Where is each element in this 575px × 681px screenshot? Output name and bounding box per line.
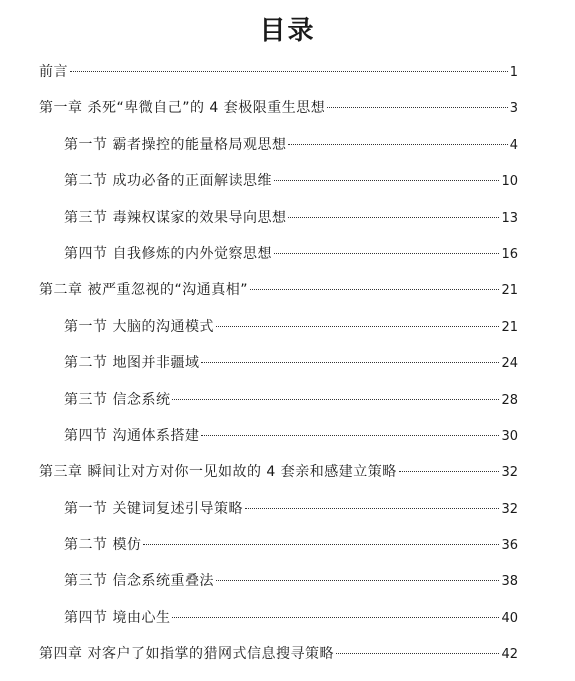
toc-entry-label: 第二节 成功必备的正面解读思维 <box>64 173 272 190</box>
dot-leader <box>201 362 499 363</box>
dot-leader <box>336 653 500 654</box>
toc-entry-page: 3 <box>509 101 518 117</box>
toc-entry-ch1-sec4[interactable] <box>0 244 575 280</box>
toc-entry-chapter-2[interactable] <box>0 280 575 316</box>
toc-entry-page: 1 <box>509 65 518 80</box>
toc-entry-page: 30 <box>501 428 518 444</box>
toc-entry-label: 第三节 信念系统 <box>64 391 171 408</box>
toc-entry-page: 32 <box>501 465 518 481</box>
toc-entry-ch3-sec1[interactable] <box>0 499 575 535</box>
toc-entry-label: 第一节 关键词复述引导策略 <box>64 500 243 517</box>
toc-entry-ch2-sec3[interactable] <box>0 390 575 426</box>
toc-entry-ch3-sec3[interactable] <box>0 571 575 607</box>
toc-entry-label: 第三章 瞬间让对方对你一见如故的 4 套亲和感建立策略 <box>39 464 397 481</box>
toc-entry-label: 第四章 对客户了如指掌的猎网式信息搜寻策略 <box>39 646 334 663</box>
toc-entry-page: 38 <box>501 574 518 590</box>
toc-entry-chapter-1[interactable] <box>0 98 575 134</box>
dot-leader <box>70 71 508 72</box>
table-of-contents <box>0 62 575 681</box>
toc-entry-label: 第三节 信念系统重叠法 <box>64 573 214 590</box>
toc-entry-label: 第四节 自我修炼的内外觉察思想 <box>64 245 272 262</box>
toc-entry-ch3-sec4[interactable] <box>0 608 575 644</box>
toc-entry-chapter-4[interactable] <box>0 644 575 680</box>
toc-entry-ch1-sec2[interactable] <box>0 171 575 207</box>
dot-leader <box>250 289 499 290</box>
toc-entry-page: 21 <box>501 319 518 335</box>
toc-entry-page: 42 <box>501 647 518 663</box>
toc-entry-page: 36 <box>501 538 518 554</box>
toc-entry-label: 第二章 被严重忽视的“沟通真相” <box>39 282 248 299</box>
toc-entry-chapter-3[interactable] <box>0 462 575 498</box>
toc-entry-label: 第三节 毒辣权谋家的效果导向思想 <box>64 209 287 226</box>
toc-entry-page: 24 <box>501 356 518 372</box>
dot-leader <box>216 580 500 581</box>
toc-entry-preface[interactable] <box>0 62 575 98</box>
dot-leader <box>288 217 499 218</box>
toc-entry-ch2-sec2[interactable] <box>0 353 575 389</box>
dot-leader <box>288 144 507 145</box>
toc-entry-label: 第一节 大脑的沟通模式 <box>64 318 214 335</box>
toc-entry-label: 第四节 沟通体系搭建 <box>64 427 200 444</box>
dot-leader <box>143 544 499 545</box>
toc-entry-label: 第四节 境由心生 <box>64 609 171 626</box>
toc-entry-page: 10 <box>501 174 518 190</box>
toc-entry-ch1-sec3[interactable] <box>0 208 575 244</box>
toc-entry-page: 4 <box>509 137 518 153</box>
toc-entry-label: 前言 <box>39 64 68 80</box>
dot-leader <box>274 180 500 181</box>
toc-entry-page: 21 <box>501 283 518 299</box>
dot-leader <box>172 399 499 400</box>
toc-entry-page: 40 <box>501 610 518 626</box>
dot-leader <box>245 508 500 509</box>
toc-entry-label: 第一章 杀死“卑微自己”的 4 套极限重生思想 <box>39 100 326 117</box>
toc-entry-page: 16 <box>501 246 518 262</box>
toc-entry-ch3-sec2[interactable] <box>0 535 575 571</box>
toc-entry-page: 28 <box>501 392 518 408</box>
toc-entry-label: 第二节 模仿 <box>64 537 142 554</box>
toc-entry-ch1-sec1[interactable] <box>0 135 575 171</box>
toc-entry-ch2-sec1[interactable] <box>0 317 575 353</box>
dot-leader <box>216 326 500 327</box>
toc-entry-ch2-sec4[interactable] <box>0 426 575 462</box>
toc-entry-label: 第二节 地图并非疆域 <box>64 355 200 372</box>
dot-leader <box>327 107 507 108</box>
dot-leader <box>274 253 500 254</box>
toc-entry-label: 第一节 霸者操控的能量格局观思想 <box>64 136 287 153</box>
dot-leader <box>172 617 499 618</box>
dot-leader <box>399 471 500 472</box>
dot-leader <box>201 435 499 436</box>
toc-entry-page: 32 <box>501 501 518 517</box>
page-title: 目录 <box>259 16 316 46</box>
toc-entry-page: 13 <box>501 210 518 226</box>
